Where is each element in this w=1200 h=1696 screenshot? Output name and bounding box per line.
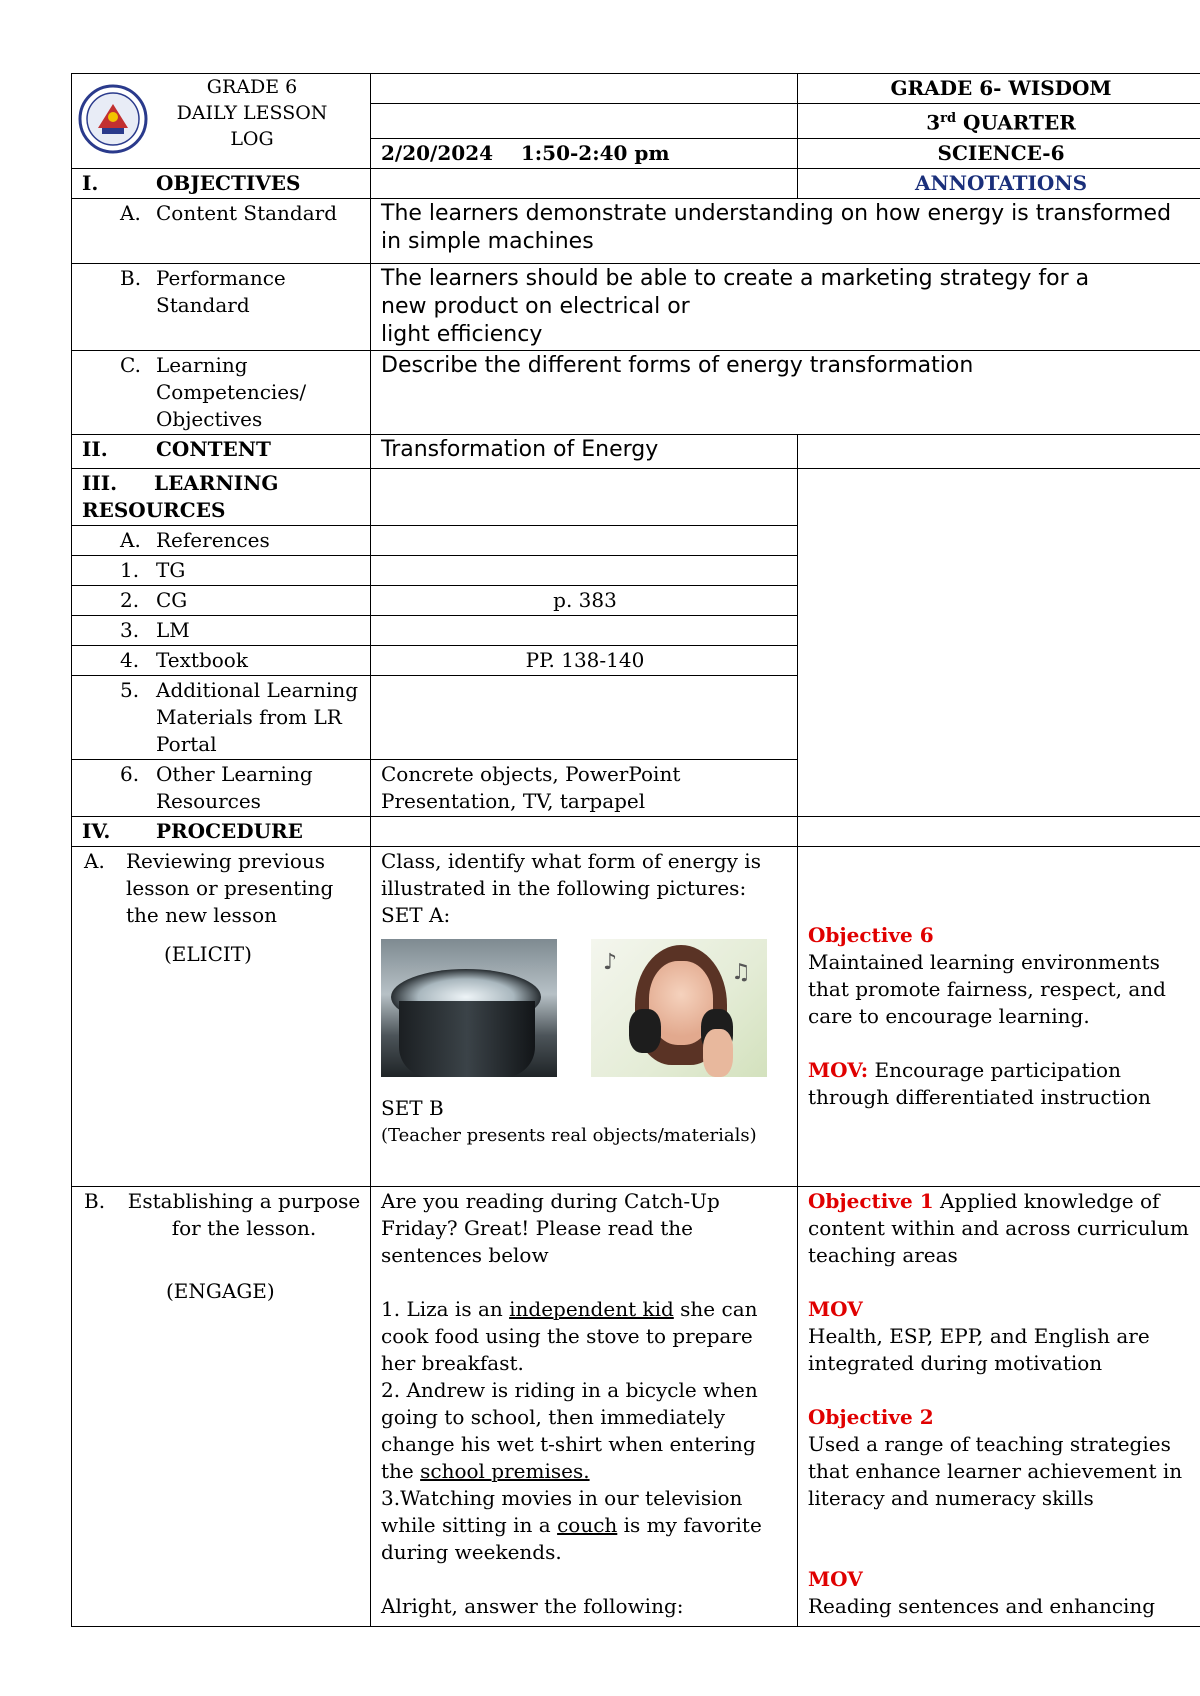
procedure-a-label: A. Reviewing previous lesson or presenting the new lesson (ELICIT) bbox=[72, 846, 371, 1186]
resource-lm: 3. LM bbox=[72, 615, 371, 645]
resource-cg-value: p. 383 bbox=[371, 585, 798, 615]
resource-tg-value bbox=[371, 555, 798, 585]
resource-other-value: Concrete objects, PowerPoint Presentation, TV, tarpapel bbox=[371, 759, 798, 816]
boiling-water-image bbox=[381, 939, 557, 1077]
resources-heading: III. LEARNING RESOURCES bbox=[72, 468, 371, 525]
resources-blank bbox=[371, 468, 798, 525]
procedure-a-annotation: Objective 6 Maintained learning environments that promote fairness, respect, and care to encourage learning. MOV: Encourage participation through differentiated instruction bbox=[798, 846, 1200, 1186]
content-value: Transformation of Energy bbox=[371, 434, 798, 468]
subject: SCIENCE-6 bbox=[798, 138, 1200, 168]
resource-other: 6. Other Learning Resources bbox=[72, 759, 371, 816]
content-standard-value: The learners demonstrate understanding on how energy is transformed in simple machines bbox=[371, 198, 1200, 263]
content-standard-label: A. Content Standard bbox=[72, 198, 371, 263]
procedure-heading: IV. PROCEDURE bbox=[72, 816, 371, 846]
procedure-b-phase: (ENGAGE) bbox=[166, 1278, 275, 1303]
objectives-heading: I. OBJECTIVES bbox=[72, 168, 371, 198]
resources-annotation bbox=[798, 468, 1200, 816]
competencies-label: C. Learning Competencies/ Objectives bbox=[72, 350, 371, 434]
deped-seal-icon bbox=[78, 84, 148, 154]
competencies-value: Describe the different forms of energy transformation bbox=[371, 350, 1200, 434]
quarter: 3rd QUARTER bbox=[798, 104, 1200, 139]
content-heading: II. CONTENT bbox=[72, 434, 371, 468]
procedure-annotation-blank bbox=[798, 816, 1200, 846]
date-time: 2/20/2024 1:50-2:40 pm bbox=[371, 138, 798, 168]
procedure-a-content: Class, identify what form of energy is illustrated in the following pictures: SET A: ♪ ♫ SET B (Teacher presents real objects/materials) bbox=[371, 846, 798, 1186]
annotations-heading: ANNOTATIONS bbox=[798, 168, 1200, 198]
resource-lm-value bbox=[371, 615, 798, 645]
resource-lr-portal: 5. Additional Learning Materials from LR Portal bbox=[72, 675, 371, 759]
procedure-a-phase: (ELICIT) bbox=[164, 941, 252, 966]
resource-tg: 1. TG bbox=[72, 555, 371, 585]
references-label: A. References bbox=[72, 525, 371, 555]
procedure-b-label: B. Establishing a purpose for the lesson. (ENGAGE) bbox=[72, 1186, 371, 1626]
header-blank-1 bbox=[371, 74, 798, 104]
performance-standard-value: The learners should be able to create a marketing strategy for a new product on electrical or light efficiency bbox=[371, 263, 1200, 350]
procedure-b-annotation: Objective 1 Applied knowledge of content within and across curriculum teaching areas MOV Health, ESP, EPP, and English are integrated during motivation Objective 2 Used a range of teaching strategies that enhance learner achievement in literacy and numeracy skills MOV Reading sentences and enhancing bbox=[798, 1186, 1200, 1626]
objectives-blank bbox=[371, 168, 798, 198]
content-annotation bbox=[798, 434, 1200, 468]
resource-textbook-value: PP. 138-140 bbox=[371, 645, 798, 675]
daily-lesson-log-table bbox=[71, 73, 1200, 1627]
header-logo-cell bbox=[72, 74, 371, 169]
woman-headphones-image: ♪ ♫ bbox=[591, 939, 767, 1077]
references-value bbox=[371, 525, 798, 555]
grade-section: GRADE 6- WISDOM bbox=[798, 74, 1200, 104]
performance-standard-label: B. Performance Standard bbox=[72, 263, 371, 350]
resource-lr-portal-value bbox=[371, 675, 798, 759]
resource-textbook: 4. Textbook bbox=[72, 645, 371, 675]
header-title: GRADE 6 DAILY LESSON LOG bbox=[176, 76, 328, 150]
resource-cg: 2. CG bbox=[72, 585, 371, 615]
header-blank-2 bbox=[371, 104, 798, 139]
procedure-blank bbox=[371, 816, 798, 846]
procedure-b-content: Are you reading during Catch-Up Friday? Great! Please read the sentences below 1. Liza is an independent kid she can cook food using the stove to prepare her breakfast. 2. Andrew is riding in a bicycle when going to school, then immediately change his wet t-shirt when entering the school premises. 3.Watching movies in our television while sitting in a couch is my favorite during weekends. Alright, answer the following: bbox=[371, 1186, 798, 1626]
